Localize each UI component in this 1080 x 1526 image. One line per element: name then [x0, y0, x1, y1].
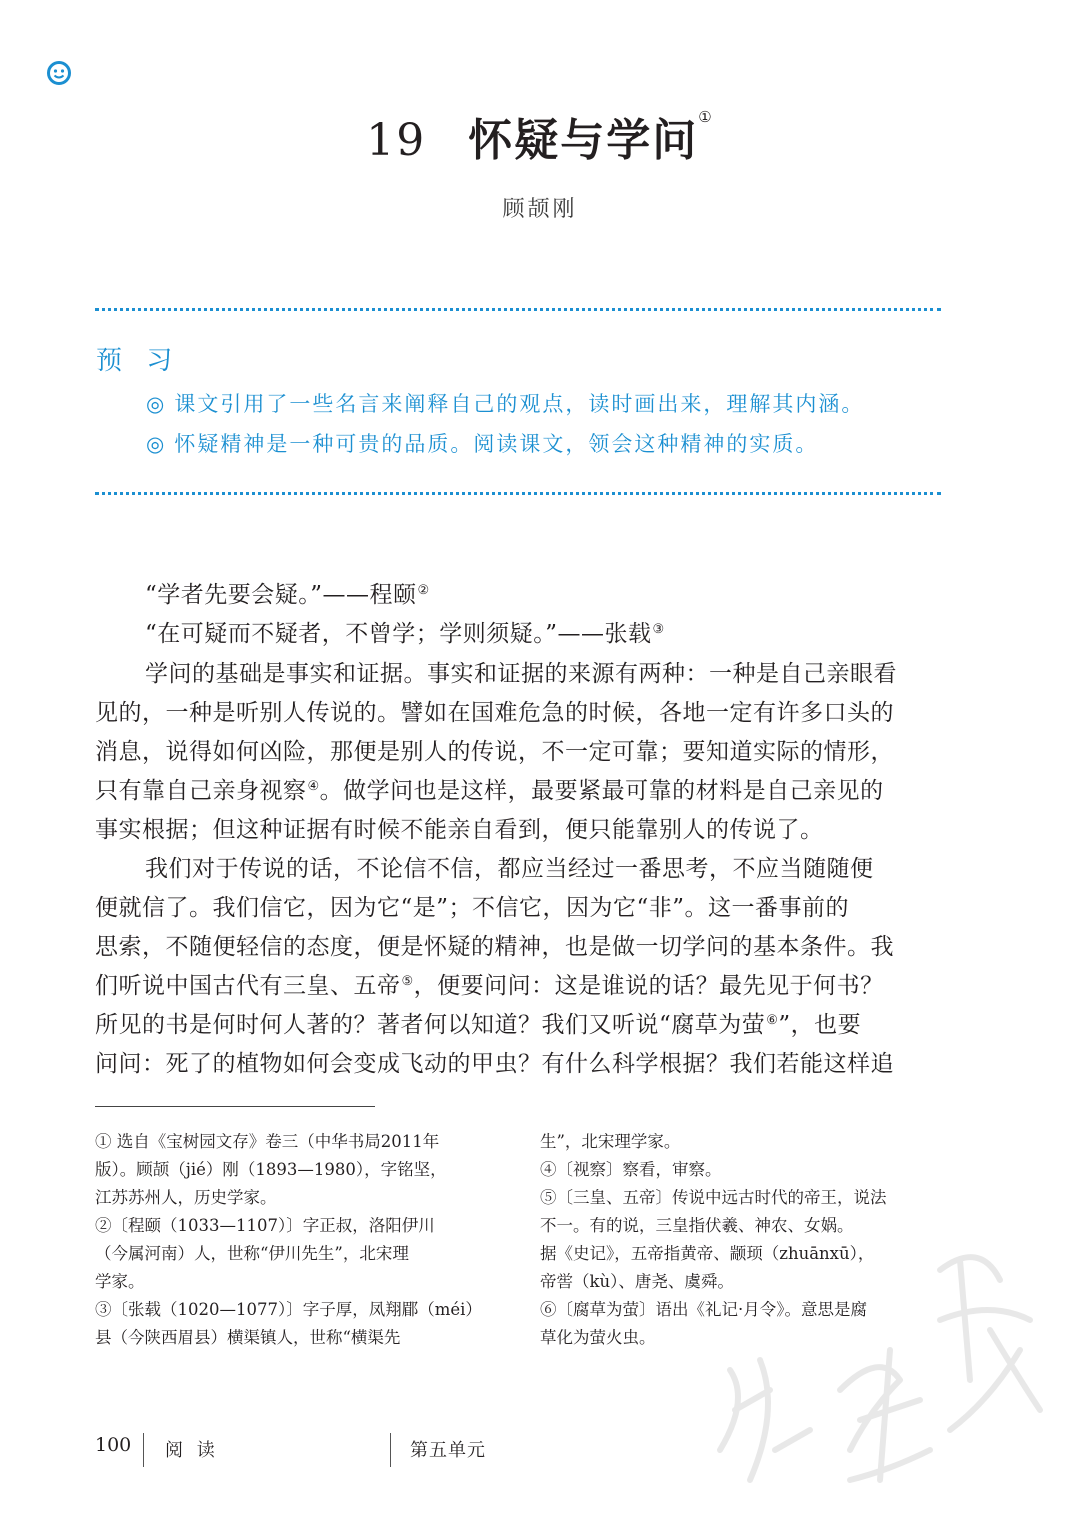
lesson-title	[0, 104, 1080, 168]
footer-divider	[390, 1433, 391, 1467]
paragraph-line: 消息，说得如何凶险，那便是别人的传说，不一定可靠；要知道实际的情形，	[95, 739, 894, 765]
footnote-line: 据《史记》，五帝指黄帝、颛顼（zhuānxū），	[540, 1244, 875, 1263]
footnote-marker: ⑤	[401, 974, 414, 989]
footnote-line: 学家。	[95, 1272, 145, 1291]
footnote-line: 江苏苏州人，历史学家。	[95, 1188, 277, 1207]
footnote-line: ②〔程颐（1033—1107）〕字正叔，洛阳伊川	[95, 1216, 435, 1235]
footnote-marker: ⑥	[766, 1013, 779, 1028]
smiley-icon	[46, 60, 72, 86]
preview-item-text: 怀疑精神是一种可贵的品质。阅读课文，领会这种精神的实质。	[174, 432, 819, 456]
footnote-rule	[95, 1106, 375, 1107]
line-text: 们听说中国古代有三皇、五帝	[95, 973, 401, 999]
line-text: 所见的书是何时何人著的？著者何以知道？我们又听说“腐草为萤	[95, 1012, 766, 1038]
preview-top-divider	[95, 308, 941, 311]
line-text: ，便要问问：这是谁说的话？最先见于何书？	[413, 973, 884, 999]
preview-heading: 预 习	[96, 346, 181, 376]
footnote-line: ① 选自《宝树园文存》卷三（中华书局2011年	[95, 1132, 440, 1151]
preview-bottom-divider	[95, 492, 941, 495]
author-name: 顾颉刚	[502, 197, 578, 222]
footnote-line: 不一。有的说，三皇指伏羲、神农、女娲。	[540, 1216, 854, 1235]
footnote-line: （今属河南）人，世称“伊川先生”，北宋理	[95, 1244, 409, 1263]
paragraph-line: 学问的基础是事实和证据。事实和证据的来源有两种：一种是自己亲眼看	[145, 661, 897, 687]
footer-divider	[143, 1433, 144, 1467]
paragraph-line: 便就信了。我们信它，因为它“是”；不信它，因为它“非”。这一番事前的	[95, 895, 850, 921]
footnote-marker: ④	[307, 779, 320, 794]
watermark-logo	[690, 1150, 1060, 1520]
footnote-marker: ③	[652, 622, 665, 637]
lesson-number: 19	[366, 115, 427, 166]
footnote-line: 草化为萤火虫。	[540, 1328, 656, 1347]
bullet-icon: ◎	[146, 432, 167, 456]
preview-item	[146, 388, 864, 418]
footnote-line: 版）。顾颉（jié）刚（1893—1980），字铭坚，	[95, 1160, 447, 1179]
footnote-line: 生”，北宋理学家。	[540, 1132, 681, 1151]
quote-line	[145, 619, 665, 649]
title-footnote-marker: ①	[698, 108, 714, 126]
lesson-title-text: 怀疑与学问	[468, 115, 699, 166]
paragraph-line: 问问：死了的植物如何会变成飞动的甲虫？有什么科学根据？我们若能这样追	[95, 1051, 894, 1077]
preview-item	[146, 428, 818, 458]
footnote-line: ④〔视察〕察看，审察。	[540, 1160, 722, 1179]
line-text: 。做学问也是这样，最要紧最可靠的材料是自己亲见的	[319, 778, 884, 804]
line-text: 只有靠自己亲身视察	[95, 778, 307, 804]
paragraph-line	[95, 971, 884, 1001]
footnote-line: ⑤〔三皇、五帝〕传说中远古时代的帝王，说法	[540, 1188, 887, 1207]
footnote-marker: ②	[417, 583, 430, 598]
footer-unit: 第五单元	[410, 1440, 486, 1461]
paragraph-line: 思索，不随便轻信的态度，便是怀疑的精神，也是做一切学问的基本条件。我	[95, 934, 894, 960]
footnote-line: ⑥〔腐草为萤〕语出《礼记·月令》。意思是腐	[540, 1300, 867, 1319]
line-text: ”，也要	[778, 1012, 862, 1038]
quote-text: “学者先要会疑。”——程颐	[145, 582, 417, 608]
paragraph-line	[95, 1010, 861, 1040]
paragraph-line: 我们对于传说的话，不论信不信，都应当经过一番思考，不应当随随便	[145, 856, 874, 882]
preview-item-text: 课文引用了一些名言来阐释自己的观点，读时画出来，理解其内涵。	[174, 392, 865, 416]
quote-text: “在可疑而不疑者，不曾学；学则须疑。”——张载	[145, 621, 652, 647]
footer-section: 阅 读	[165, 1440, 219, 1461]
paragraph-line: 见的，一种是听别人传说的。譬如在国难危急的时候，各地一定有许多口头的	[95, 700, 894, 726]
paragraph-line: 事实根据；但这种证据有时候不能亲自看到，便只能靠别人的传说了。	[95, 817, 824, 843]
footnote-line: 帝喾（kù）、唐尧、虞舜。	[540, 1272, 734, 1291]
footnote-line: ③〔张载（1020—1077）〕字子厚，凤翔郿（méi）	[95, 1300, 482, 1319]
quote-line	[145, 580, 430, 610]
page-number: 100	[95, 1434, 132, 1456]
paragraph-line	[95, 776, 884, 806]
footnote-line: 县（今陕西眉县）横渠镇人，世称“横渠先	[95, 1328, 401, 1347]
bullet-icon: ◎	[146, 392, 167, 416]
